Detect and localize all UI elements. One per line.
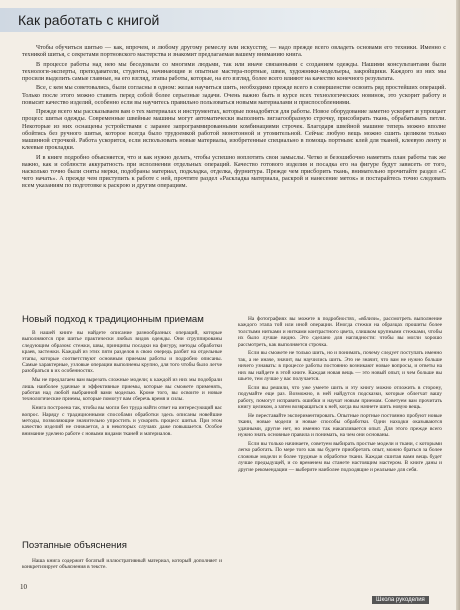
left-column-2 [22, 558, 222, 573]
left-paragraph: Мы не предлагаем вам вырезать сложные модели; к каждой из них мы подобрали лишь наиболее удачные и эффективные приемы, которые вы сможете применять, работая над любой выбранной вами моделью. Кроме того, вы освоите и новые технологические приемы, которые помогут вам сберечь время и силы. [22, 377, 222, 403]
left-column [22, 330, 222, 440]
intro-paragraph: Прежде всего мы рассказываем вам о тех материалах и инструментах, которые понадобятся для работы. Новое оборудование заметно ускоряет и упрощает процесс шитья одежды. Современные швейные машины могут автоматически выполнять зигзагообразную строчку, присобирать ткань, обрабатывать петли. Некоторые из них оснащены устройствами с заранее запрограммированными комбинациями строчек. Благодаря швейной машине теперь можно вполне обойтись без ручного шитья, которое всегда было трудоемкой работой монотонной и утомительной. Сейчас любую вещь можно сшить целиком только машинной строчкой. Работа ускорится, если использовать новые материалы, изобретенные специально в помощь портным: клей для тканей, клеевую ленту и клеевые прокладки. [22, 108, 446, 152]
intro-paragraph: И в книге подробно объясняется, что и как нужно делать, чтобы успешно воплотить свои замыслы. Четко и безошибочно наметить план работы так же важно, как и соблюсти аккуратность при исполнении отдельных операций. Качество готового изделия и посадка его на фигуре будут зависеть от того, насколько точно были сняты мерки, подобраны материал, подкладка, отделка, фурнитура. Прежде чем присборить ткань, внимательно прочитайте раздел «С чего начать». А прежде чем приступить к работе с ней, прочтите раздел «Раскладка материала, раскрой и нанесение меток» и постарайтесь точно следовать всем указаниям по подготовке к раскрою и другим операциям. [22, 153, 446, 190]
right-paragraph: Если вы решили, что уже умеете шить и эту книгу можно отложить в сторону, подумайте еще раз. Возможно, в ней найдутся подсказки, которые облегчат вашу работу, помогут исправить ошибки и научат новым приемам. Советуем вам прочитать книгу целиком, а затем возвращаться к ней, когда вы начнете шить новую вещь. [238, 384, 442, 411]
left-paragraph: Книга построена так, чтобы вы могли без труда найти ответ на интересующий вас вопрос. Наряду с традиционными способами обработки здесь описаны новейшие методы, позволяющие значительно упростить и ускорить процесс шитья. При этом качество изделий не снижается, а в некоторых случаях даже повышается. Особое внимание уделено работе с новыми видами тканей и материалов. [22, 405, 222, 437]
right-paragraph: На фотографиях вы можете в подробностях, «вблизи», рассмотреть выполнение каждого этапа той или иной операции. Иногда стежки на образцах прошиты более толстыми нитками и нитками контрастного цвета, слишком крупными стежками, чтобы их было лучше видно. Это сделано для наглядности: чтобы вы могли хорошо рассмотреть, как выполняется строчка. [238, 316, 442, 348]
section-heading-steps: Поэтапные объяснения [22, 540, 127, 551]
right-paragraph: Если вы сможете не только шить, но и понимать, почему следует поступать именно так, а не иначе, значит, вы научились шить. Это не значит, что вам не нужно больше ничего узнавать: в процессе работы постоянно возникают новые вопросы, и ответы на них вы найдете в этой книге. Каждая новая вещь — это новый опыт, и чем больше вы шьете, тем лучше у вас получается. [238, 350, 442, 383]
page-number: 10 [20, 583, 27, 591]
left-paragraph: В нашей книге вы найдете описание разнообразных операций, которые выполняются при шитье практически любых видов одежды. Они сгруппированы следующим образом: стежки, швы, принципы посадки на фигуру, методы обработки краев, застежки. Каждый из этих пяти разделов в свою очередь разбит на отдельные этапы, которые соответствуют основным приемам работы и подробно описаны. Самые характерные, узловые операции выполнены крупно, для того чтобы было легче разобраться в их особенностях. [22, 330, 222, 375]
right-paragraph: Не переставайте экспериментировать. Опытные портные постоянно пробуют новые ткани, новые модели и новые способы обработки. Одни находки оказываются удачными, другие нет, но именно так накапливается опыт. Для этого прежде всего нужно знать основные правила и понимать, на чем они основаны. [238, 412, 442, 439]
intro-paragraph: Чтобы обучиться шитью — как, впрочем, и любому другому ремеслу или искусству, — надо прежде всего овладеть основами его техники. Именно с техникой шитья, с секретами портновского мастерства и знакомит предлагаемая вашему вниманию книга. [22, 44, 446, 59]
right-paragraph: Если вы только начинаете, советуем выбирать простые модели и ткани, с которыми легко работать. По мере того как вы будете приобретать опыт, можно браться за более сложные модели и более трудные в обработке ткани. Каждая сшитая вами вещь будет лучше предыдущей, и со временем вы станете настоящим мастером. В книге даны и другие рекомендации — выберите наиболее подходящие и реальные для себя. [238, 440, 442, 473]
chapter-title: Как работать с книгой [18, 12, 160, 28]
chapter-header [0, 8, 460, 32]
intro-paragraph: В процессе работы над нею мы беседовали со многими людьми, так или иначе связанными с созданием одежды. Нашими консультантами были технологи-эксперты, преподаватели, студенты, начинающие и опытные мастера-портные, швеи, художники-модельеры, закройщики. Каждого из них мы просили выделить самые главные, на его взгляд, этапы работы, которые, на его взгляд, более всего влияют на качество конечного результата. [22, 60, 446, 82]
left-paragraph: Наша книга содержит богатый иллюстративный материал, который дополняет и конкретизирует объяснения в тексте. [22, 558, 222, 571]
page-crease [456, 0, 460, 610]
intro-paragraph: Все, с кем мы советовались, были согласны в одном: желая научиться шить, необходимо прежде всего в совершенстве освоить ряд простейших операций. Только после этого можно ставить перед собой более серьезные задачи. Очень важно быть в курсе всех технологических новинок, это ускорит работу и повысит качество изделий, особенно если вы научитесь правильно пользоваться новыми материалами и приспособлениями. [22, 84, 446, 106]
intro-text [22, 44, 446, 192]
watermark: Школа рукоделия [372, 596, 429, 604]
right-column [238, 316, 442, 475]
section-heading-approach: Новый подход к традиционным приемам [22, 314, 204, 325]
